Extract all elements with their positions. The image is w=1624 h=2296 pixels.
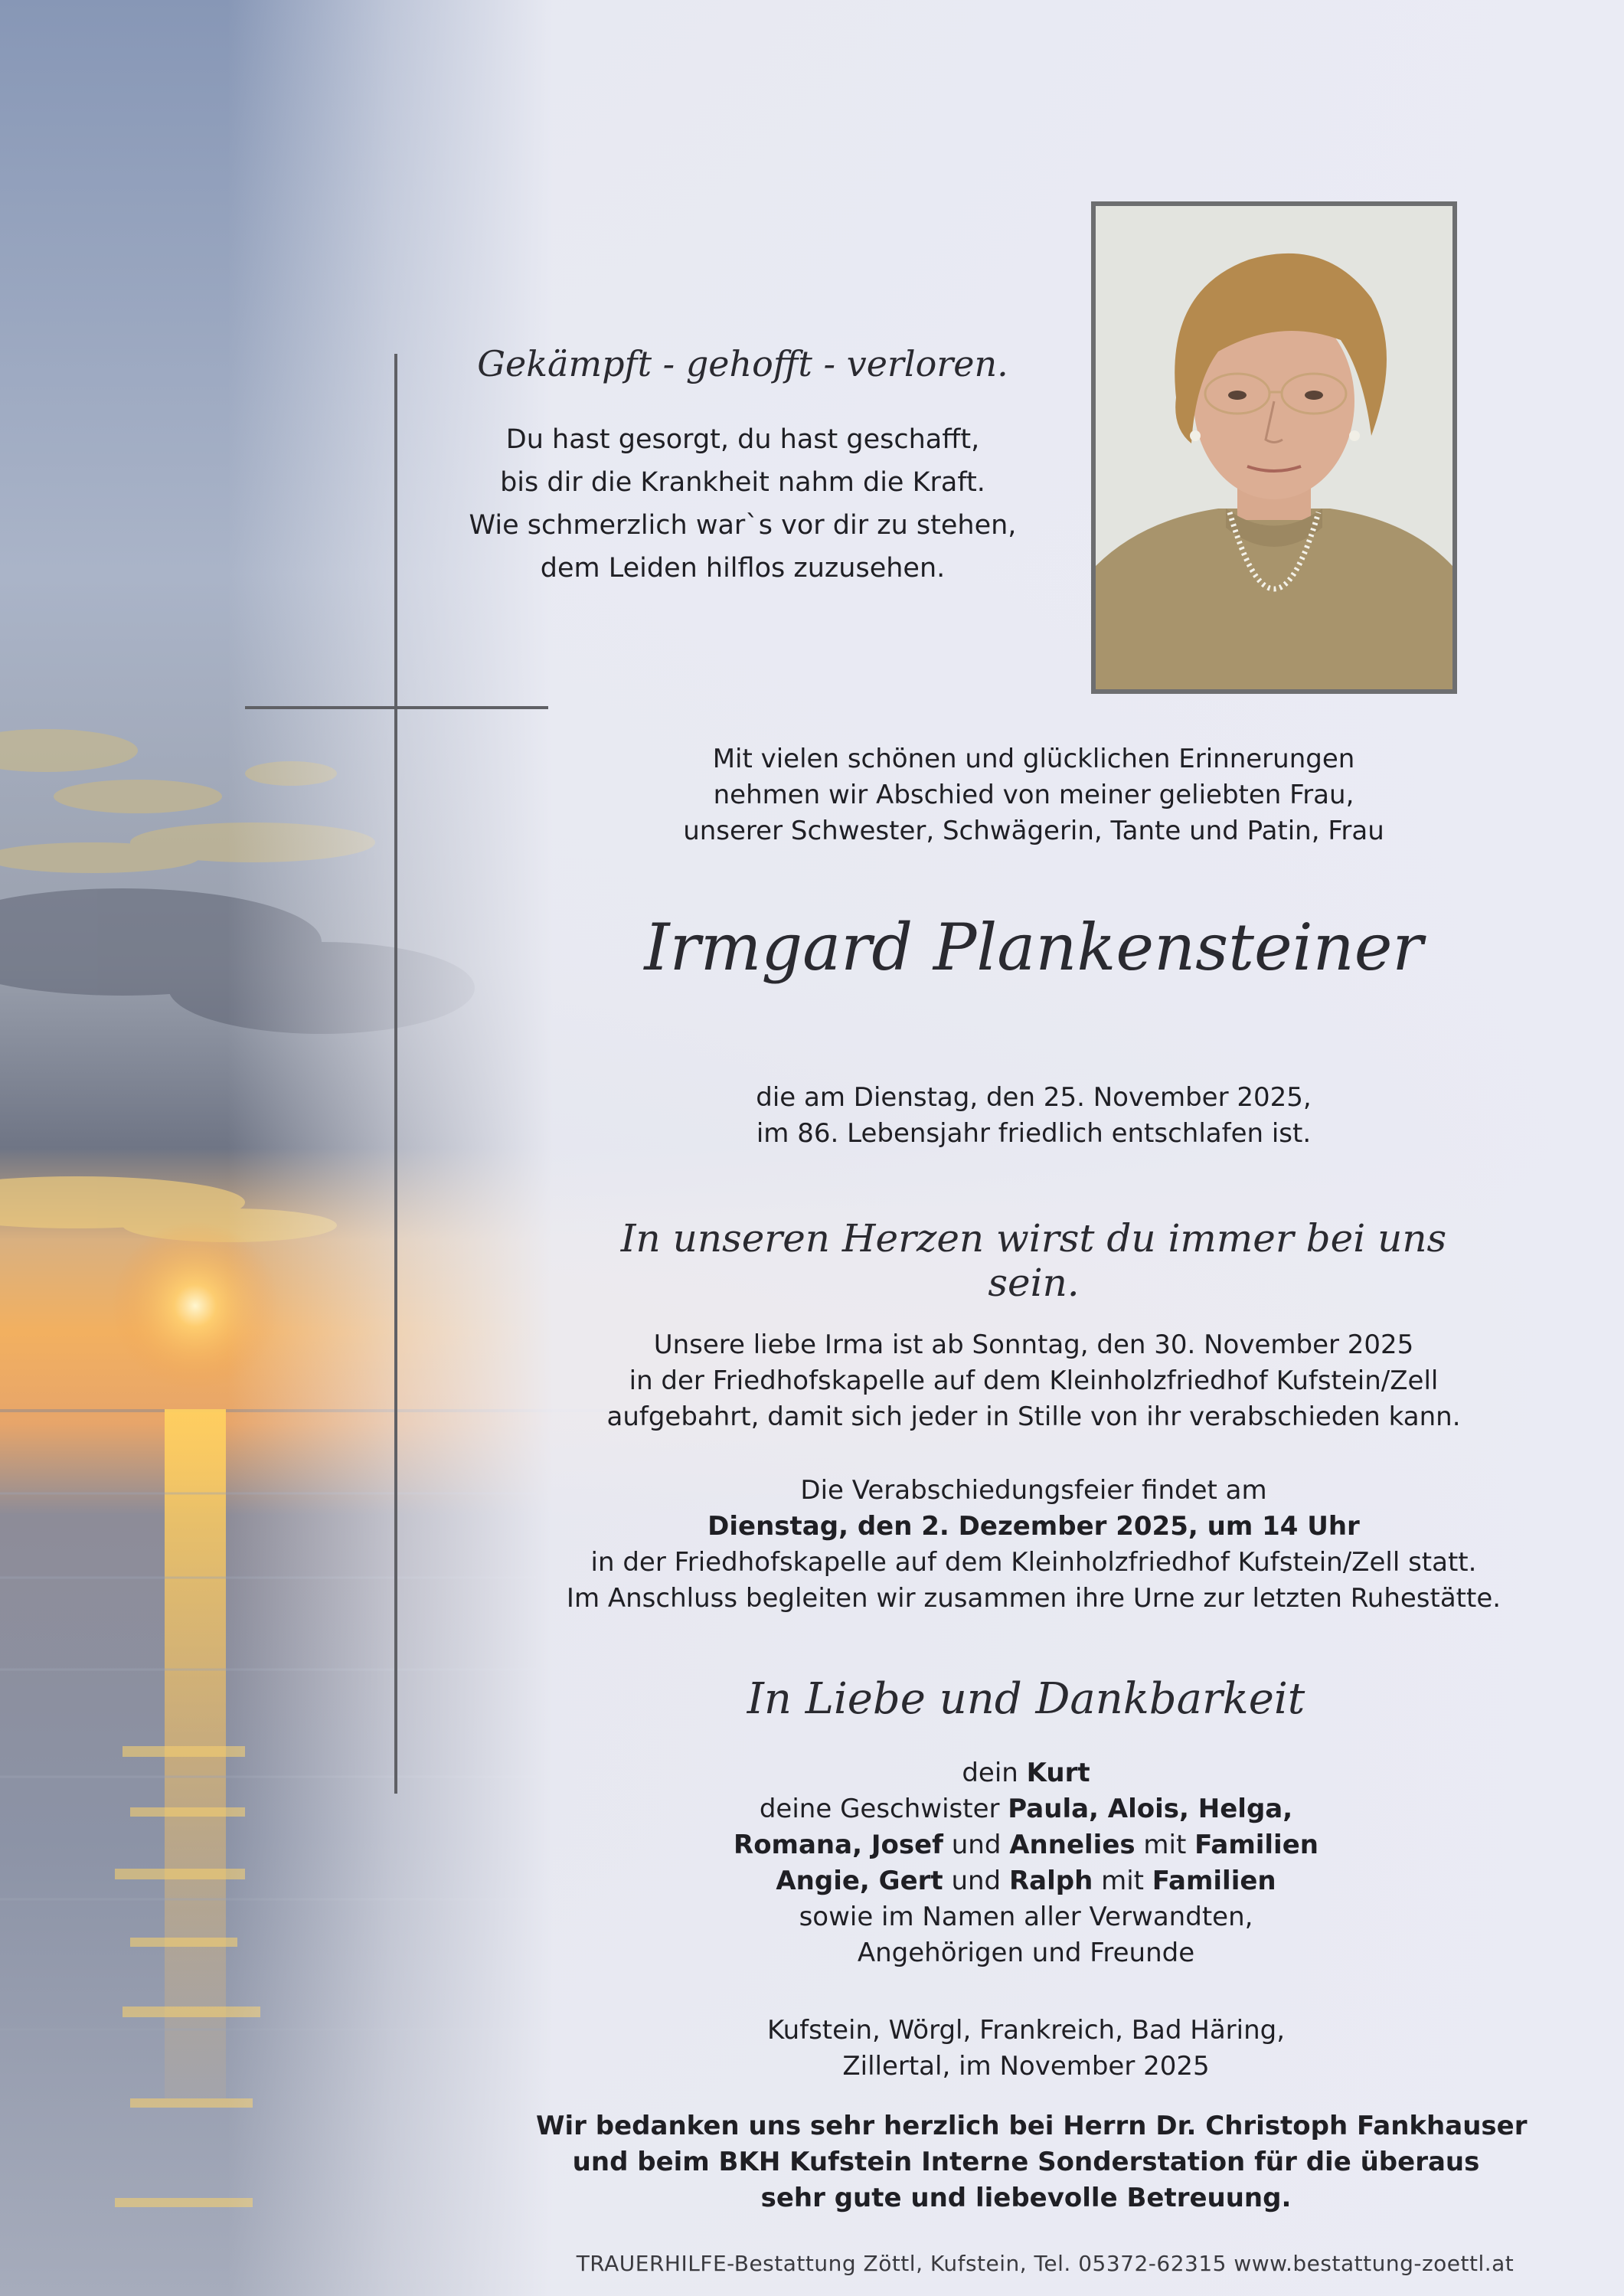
intro-text (613, 741, 1455, 849)
ceremony-line: in der Friedhofskapelle auf dem Kleinholzfriedhof Kufstein/Zell statt. (590, 1547, 1477, 1578)
ceremony-date-bold: Dienstag, den 2. Dezember 2025, um 14 Uhr (707, 1511, 1360, 1542)
mourner-line (643, 1755, 1409, 1791)
poem-line: Du hast gesorgt, du hast geschafft, (505, 424, 980, 455)
portrait-photo (1091, 201, 1457, 694)
cross-vertical-bar (394, 354, 397, 1794)
intro-line: nehmen wir Abschied von meiner geliebten Frau, (713, 780, 1354, 810)
mourner-line: sowie im Namen aller Verwandten, (799, 1902, 1253, 1932)
mourner-name: Ralph (1008, 1866, 1093, 1896)
places-line: Zillertal, im November 2025 (842, 2051, 1210, 2082)
mourner-text: und (943, 1830, 1010, 1860)
ceremony-notice (528, 1473, 1539, 1617)
deceased-name: Irmgard Plankensteiner (644, 910, 1423, 985)
mourner-text: mit (1093, 1866, 1152, 1896)
death-notice-line: die am Dienstag, den 25. November 2025, (756, 1082, 1312, 1113)
places-and-date (674, 2013, 1378, 2085)
mourner-text: dein (962, 1758, 1027, 1788)
laying-out-line: aufgebahrt, damit sich jeder in Stille von ihr verabschieden kann. (606, 1401, 1461, 1432)
poem-line: dem Leiden hilflos zuzusehen. (540, 553, 946, 584)
mourner-name: Paula, Alois, Helga, (1008, 1794, 1293, 1824)
mourner-line (643, 1791, 1409, 1827)
poem (436, 418, 1049, 590)
cross-horizontal-bar (245, 706, 548, 709)
ceremony-line: Im Anschluss begleiten wir zusammen ihre Urne zur letzten Ruhestätte. (566, 1583, 1501, 1614)
mourner-text: und (943, 1866, 1009, 1896)
intro-line: Mit vielen schönen und glücklichen Erinnerungen (712, 744, 1355, 774)
intro-line: unserer Schwester, Schwägerin, Tante und Patin, Frau (683, 816, 1384, 846)
portrait-illustration (1096, 206, 1452, 689)
thanks-note (536, 2108, 1528, 2216)
laying-out-notice (551, 1327, 1516, 1435)
funeral-home-footer: TRAUERHILFE-Bestattung Zöttl, Kufstein, Tel. 05372-62315 www.bestattung-zoettl.at (576, 2251, 1515, 2276)
mourner-text: mit (1135, 1830, 1195, 1860)
mourner-line: Angehörigen und Freunde (857, 1938, 1195, 1968)
death-notice (651, 1080, 1417, 1152)
mourner-line (643, 1863, 1409, 1899)
ceremony-line: Die Verabschiedungsfeier findet am (800, 1475, 1267, 1506)
death-notice-line: im 86. Lebensjahr friedlich entschlafen ist. (756, 1118, 1312, 1149)
laying-out-line: in der Friedhofskapelle auf dem Kleinholzfriedhof Kufstein/Zell (629, 1365, 1439, 1396)
ceremony-date (528, 1509, 1539, 1545)
motto: In unseren Herzen wirst du immer bei uns sein. (620, 1216, 1447, 1305)
mourner-text: deine Geschwister (759, 1794, 1008, 1824)
mourner-line (643, 1827, 1409, 1863)
poem-line: Wie schmerzlich war`s vor dir zu stehen, (469, 510, 1017, 541)
mourner-name: Familien (1152, 1866, 1276, 1896)
poem-line: bis dir die Krankheit nahm die Kraft. (500, 467, 985, 498)
quote-title: Gekämpft - gehofft - verloren. (477, 343, 1008, 384)
mourners-list (643, 1755, 1409, 1971)
laying-out-line: Unsere liebe Irma ist ab Sonntag, den 30. November 2025 (653, 1330, 1414, 1360)
mourner-name: Familien (1194, 1830, 1318, 1860)
mourner-name: Romana, Josef (734, 1830, 943, 1860)
mourner-name: Annelies (1009, 1830, 1135, 1860)
thanks-line: sehr gute und liebevolle Betreuung. (760, 2183, 1292, 2213)
thanks-line: Wir bedanken uns sehr herzlich bei Herrn Dr. Christoph Fankhauser (536, 2111, 1528, 2141)
mourner-name: Kurt (1026, 1758, 1090, 1788)
places-line: Kufstein, Wörgl, Frankreich, Bad Häring, (766, 2015, 1286, 2046)
mourner-name: Angie, Gert (776, 1866, 943, 1896)
closing-title: In Liebe und Dankbarkeit (747, 1674, 1305, 1724)
thanks-line: und beim BKH Kufstein Interne Sonderstation für die überaus (572, 2147, 1480, 2177)
